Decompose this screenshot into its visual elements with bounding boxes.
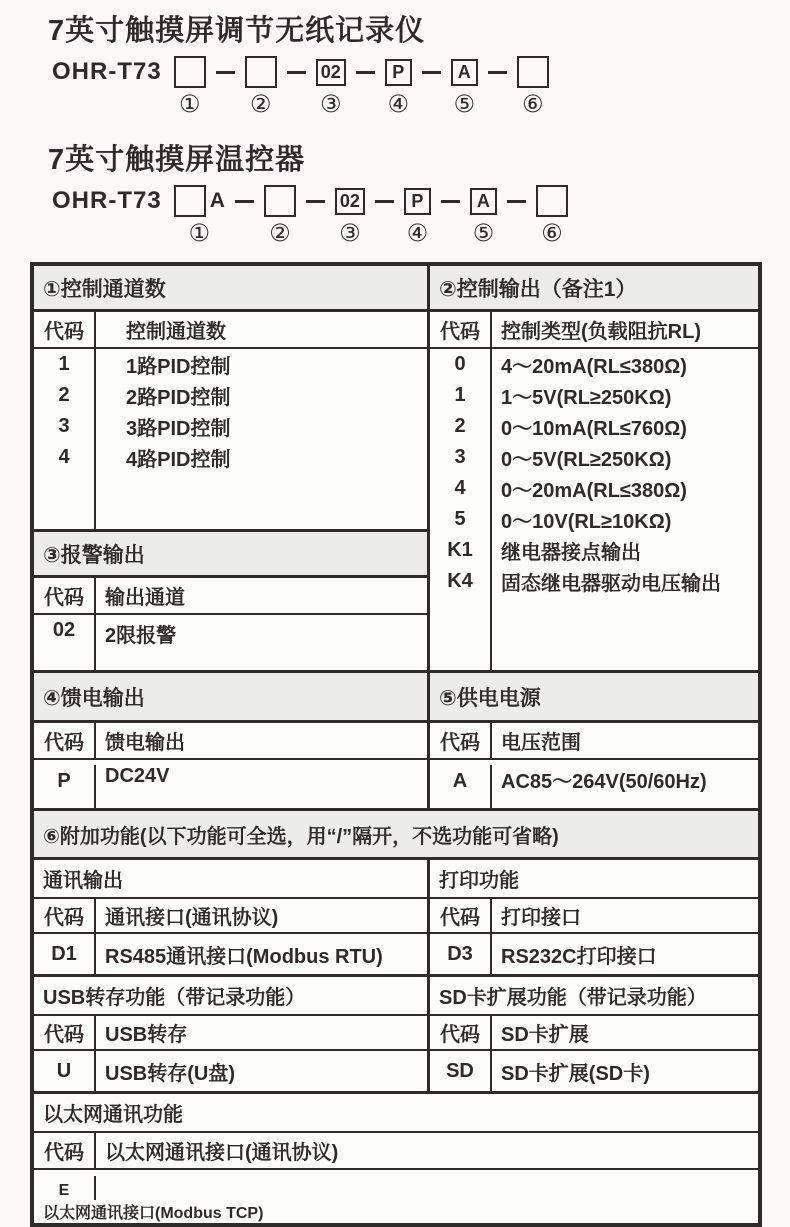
dash-separator xyxy=(235,200,254,203)
subsection-title: 通讯输出 xyxy=(34,860,427,899)
row-code: E xyxy=(34,1176,96,1200)
row-desc: RS232C打印接口 xyxy=(501,945,657,968)
row-desc: 2限报警 xyxy=(105,624,177,647)
row-code: D3 xyxy=(430,934,492,974)
section-header-6: ⑥附加功能(以下功能可全选，用“/”隔开，不选功能可省略) xyxy=(34,811,758,860)
table-row xyxy=(430,442,758,473)
empty-cells xyxy=(34,473,427,529)
column-right xyxy=(430,673,758,808)
model-slot-5 xyxy=(470,184,497,246)
dash-separator xyxy=(375,200,394,203)
section-header-5: ⑤供电电源 xyxy=(430,673,758,723)
section-header-1: ①控制通道数 xyxy=(34,266,427,312)
subsection-print xyxy=(430,860,758,974)
column-header-code: 代码 xyxy=(430,312,492,347)
circle-index-4: ④ xyxy=(387,91,409,118)
ordering-guide-page xyxy=(0,8,790,1222)
row-code: 4 xyxy=(430,473,492,504)
model-slot-3 xyxy=(316,55,346,117)
row-code: D1 xyxy=(34,934,96,974)
dash-separator xyxy=(287,71,306,74)
row-desc: 0～10V(RL≥10KΩ) xyxy=(501,511,672,533)
circle-index-1: ① xyxy=(188,220,211,247)
column-header-desc: 通讯接口(通讯协议) xyxy=(105,907,279,929)
column-header-desc: USB转存 xyxy=(105,1024,188,1046)
row-code: A xyxy=(430,765,492,808)
column-left xyxy=(34,266,430,670)
column-header-row xyxy=(34,899,427,934)
column-header-row xyxy=(34,723,427,760)
row-desc: 继电器接点输出 xyxy=(501,542,641,564)
table-row xyxy=(430,349,758,380)
model-code-box: 02 xyxy=(316,59,346,86)
row-desc: AC85～264V(50/60Hz) xyxy=(501,771,707,793)
model-code-box: P xyxy=(385,59,412,86)
column-header-row xyxy=(34,1016,427,1051)
subsection-ethernet xyxy=(34,1091,758,1223)
model-code-box xyxy=(517,56,549,88)
column-header-row xyxy=(34,1133,758,1170)
circle-index-5: ⑤ xyxy=(453,91,475,118)
table-row xyxy=(34,934,427,974)
circle-index-3: ③ xyxy=(319,91,342,118)
row-desc: 1～5V(RL≥250KΩ) xyxy=(501,387,672,409)
column-header-desc: SD卡扩展 xyxy=(501,1024,589,1046)
model-slot-2 xyxy=(245,55,277,117)
model-slot-6 xyxy=(536,184,568,246)
column-header-desc: 打印接口 xyxy=(501,907,581,929)
subsection-title: USB转存功能（带记录功能） xyxy=(34,977,427,1016)
subsection-usb xyxy=(34,977,430,1091)
table-row xyxy=(430,760,758,808)
row-desc: 4路PID控制 xyxy=(126,449,231,471)
row-code: SD xyxy=(430,1051,492,1091)
column-header-code: 代码 xyxy=(34,1133,96,1168)
table-row xyxy=(430,473,758,504)
model-slot-1 xyxy=(174,184,225,246)
table-row xyxy=(430,934,758,974)
table-row xyxy=(34,1051,427,1091)
model-code-box xyxy=(174,185,206,217)
dash-separator xyxy=(507,200,526,203)
model-slot-6 xyxy=(517,55,549,117)
model-selection-table xyxy=(30,262,762,1227)
row-code: U xyxy=(34,1051,96,1091)
row-code: 1 xyxy=(430,380,492,411)
model-slot-2 xyxy=(264,184,296,246)
model-code-box: P xyxy=(404,188,431,215)
column-right xyxy=(430,266,758,670)
column-header-code: 代码 xyxy=(34,1016,96,1049)
row-desc: USB转存(U盘) xyxy=(105,1062,235,1085)
column-header-code: 代码 xyxy=(430,723,492,758)
circle-index-2: ② xyxy=(249,91,272,118)
column-header-desc: 控制通道数 xyxy=(126,321,226,343)
model-box-suffix: A xyxy=(209,189,225,212)
model-code-box xyxy=(536,185,568,217)
row-desc: DC24V xyxy=(105,765,170,787)
row-code: P xyxy=(34,765,96,808)
model-code-box: 02 xyxy=(335,188,365,215)
circle-index-1: ① xyxy=(178,91,201,118)
empty-cells xyxy=(430,597,758,670)
column-header-row xyxy=(430,723,758,760)
model-slot-4 xyxy=(404,184,431,246)
subsection-title: 打印功能 xyxy=(430,860,758,899)
column-header-row xyxy=(430,312,758,349)
row-code: 1 xyxy=(34,349,96,380)
table-row xyxy=(430,504,758,535)
column-header-code: 代码 xyxy=(430,1016,492,1049)
subsection-title: SD卡扩展功能（带记录功能） xyxy=(430,977,758,1016)
table-row xyxy=(430,566,758,597)
model-code-box xyxy=(264,185,296,217)
row-desc: 以太网通讯接口(Modbus TCP) xyxy=(43,1205,264,1222)
dash-separator xyxy=(488,71,507,74)
circle-index-5: ⑤ xyxy=(472,220,495,247)
dash-separator xyxy=(216,71,235,74)
row-desc: 4～20mA(RL≤380Ω) xyxy=(501,356,687,378)
model-line-controller xyxy=(52,184,790,246)
row-desc: 0～5V(RL≥250KΩ) xyxy=(501,449,672,471)
model-line-recorder xyxy=(52,55,790,117)
column-header-row xyxy=(430,1016,758,1051)
column-header-code: 代码 xyxy=(430,899,492,932)
column-header-code: 代码 xyxy=(34,578,96,613)
column-header-row xyxy=(430,899,758,934)
table-row xyxy=(34,380,427,411)
row-code: 0 xyxy=(430,349,492,380)
model-slot-5 xyxy=(451,55,478,117)
row-code: K4 xyxy=(430,566,492,597)
row-code: 5 xyxy=(430,504,492,535)
column-header-row xyxy=(34,578,427,615)
row-desc: 3路PID控制 xyxy=(126,418,231,440)
subsection-comm xyxy=(34,860,430,974)
subsection-title: 以太网通讯功能 xyxy=(34,1094,758,1133)
table-row xyxy=(34,411,427,442)
row-desc: 1路PID控制 xyxy=(126,356,231,378)
six-row-usb-sd xyxy=(34,974,758,1091)
model-code-box: A xyxy=(470,188,497,215)
six-row-comm-print xyxy=(34,860,758,974)
table-row xyxy=(430,535,758,566)
row-code: 3 xyxy=(430,442,492,473)
circle-index-2: ② xyxy=(269,220,291,247)
table-region-middle xyxy=(34,670,758,808)
subsection-sd xyxy=(430,977,758,1091)
row-code: K1 xyxy=(430,535,492,566)
table-row xyxy=(34,1170,758,1223)
dash-separator xyxy=(422,71,441,74)
row-code: 3 xyxy=(34,411,96,442)
page-title-controller: 7英寸触摸屏温控器 xyxy=(48,144,306,176)
table-row xyxy=(34,442,427,473)
column-header-desc: 输出通道 xyxy=(105,586,185,609)
row-code: 02 xyxy=(34,615,96,671)
section-header-2: ②控制输出（备注1） xyxy=(430,266,758,312)
row-desc: 0～20mA(RL≤380Ω) xyxy=(501,480,687,502)
column-header-desc: 以太网通讯接口(通讯协议) xyxy=(105,1142,339,1164)
table-region-top xyxy=(34,266,758,670)
row-code: 4 xyxy=(34,442,96,473)
column-left xyxy=(34,673,430,808)
section-header-4: ④馈电输出 xyxy=(34,673,427,723)
model-code-box xyxy=(174,56,206,88)
model-slot-3 xyxy=(335,184,365,246)
table-row xyxy=(430,411,758,442)
model-prefix: OHR-T73 xyxy=(52,58,162,85)
table-row xyxy=(430,1051,758,1091)
table-row xyxy=(34,615,427,671)
table-row xyxy=(430,380,758,411)
row-desc: SD卡扩展(SD卡) xyxy=(501,1062,650,1085)
circle-index-6: ⑥ xyxy=(521,91,544,118)
column-header-row xyxy=(34,312,427,349)
row-desc: 固态继电器驱动电压输出 xyxy=(501,573,721,595)
model-slot-4 xyxy=(385,55,412,117)
circle-index-3: ③ xyxy=(339,220,361,247)
row-desc: RS485通讯接口(Modbus RTU) xyxy=(105,945,383,968)
circle-index-4: ④ xyxy=(406,220,429,247)
model-prefix: OHR-T73 xyxy=(52,187,162,214)
table-row xyxy=(34,349,427,380)
column-header-desc: 控制类型(负载阻抗RL) xyxy=(501,321,701,343)
column-header-code: 代码 xyxy=(34,899,96,932)
column-header-desc: 电压范围 xyxy=(501,732,581,754)
circle-index-6: ⑥ xyxy=(541,220,563,247)
section-header-3: ③报警输出 xyxy=(34,529,427,578)
row-code: 2 xyxy=(430,411,492,442)
column-header-code: 代码 xyxy=(34,312,96,347)
dash-separator xyxy=(356,71,375,74)
column-header-desc: 馈电输出 xyxy=(105,732,185,754)
dash-separator xyxy=(306,200,325,203)
column-header-code: 代码 xyxy=(34,723,96,758)
row-desc: 0～10mA(RL≤760Ω) xyxy=(501,418,687,440)
model-code-box xyxy=(245,56,277,88)
page-title-recorder: 7英寸触摸屏调节无纸记录仪 xyxy=(48,15,426,47)
model-slot-1 xyxy=(174,55,206,117)
row-code: 2 xyxy=(34,380,96,411)
row-desc: 2路PID控制 xyxy=(126,387,231,409)
dash-separator xyxy=(441,200,460,203)
model-code-box: A xyxy=(451,59,478,86)
table-row xyxy=(34,760,427,808)
table-region-six xyxy=(34,808,758,1223)
